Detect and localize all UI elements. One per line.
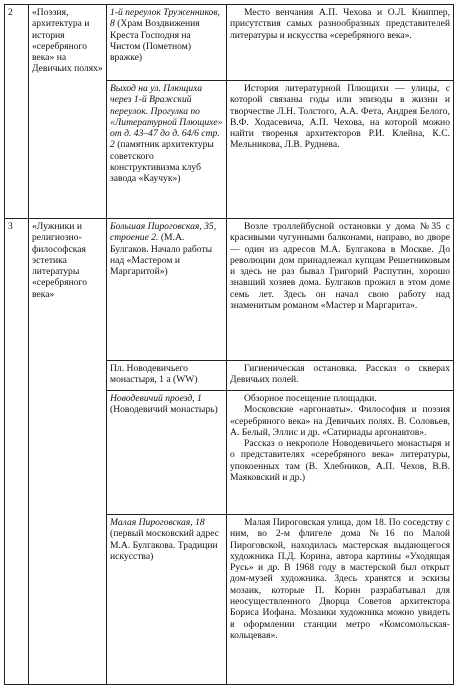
description-paragraph: Обзорное посещение площадки. xyxy=(244,393,377,404)
stop-location xyxy=(107,5,227,81)
description-paragraph: Московские «аргонавты». Философия и поэзия «серебряного века» на Девичьих полях. В. Соловьев, А. Белый, Эллис и др. «Сатириады аргонавтов». xyxy=(230,404,450,438)
route-theme: «Лужники и религиозно-философская эстетика литературы «серебряного века» xyxy=(29,219,107,685)
stop-note: (памятник архитектуры советского конструктивизма клуб завода «Каучук») xyxy=(110,139,214,185)
stop-note: (М.А. Булгаков. Начало работы над «Мастером и Маргаритой») xyxy=(110,232,213,278)
description-paragraph: Рассказ о некрополе Новодевичьего монастыря и о представителях «серебряного века» литературы, упокоенных там (В. Хлебников, А.П. Чехов, В.В. Маяковский и др.) xyxy=(230,438,450,484)
stop-address: Большая Пироговская, 35, строение 2. xyxy=(110,221,217,244)
stop-note: (Новодевичий монастырь) xyxy=(110,404,218,416)
stop-location xyxy=(107,391,227,515)
description-paragraph: Малая Пироговская улица, дом 18. По соседству с ним, во 2-м флигеле дома №16 по Малой Пироговской, находилась мастерская выдающегося художника П.Д. Корина, автора картины «Уходящая Русь» и др. В 1968 году в мастерской был открыт дом-музей художника. Здесь хранятся и эскизы мозаик, которые П. Корин разрабатывал для неосуществленного Дворца Советов архитектора Бориса Иофана. Мозаики художника можно увидеть в оформлении станции метро «Комсомольская-кольцевая». xyxy=(230,517,450,641)
stop-description xyxy=(227,515,454,685)
table-row xyxy=(5,5,454,81)
stop-location xyxy=(107,361,227,391)
stop-location xyxy=(107,81,227,219)
route-theme: «Поэзия, архитектура и история «серебряного века» на Девичьих полях» xyxy=(29,5,107,219)
table-row xyxy=(5,219,454,361)
description-paragraph: Гигиеническая остановка. Рассказ о скверах Девичьих полей. xyxy=(230,363,450,386)
stop-note: Пл. Новодевичьего монастыря, 1 а (WW) xyxy=(110,363,198,386)
description-paragraph: История литературной Плющихи — улицы, с которой связаны годы или эпизоды в жизни и творчестве Л.Н. Толстого, А.А. Фета, Андрея Белого, В.Ф. Ходасевича, А.П. Чехова, на которой можно найти творенья архитекторов Р.И. Клейна, К.С. Мельникова, Л.В. Руднева. xyxy=(230,83,450,151)
excursion-route-table xyxy=(4,4,454,685)
stop-address: 1-й переулок Труженников, 8 xyxy=(110,7,220,30)
stop-note: (первый московский адрес М.А. Булгакова. Традиции искусства) xyxy=(110,528,219,562)
stop-location xyxy=(107,515,227,685)
stop-address: Новодевичий проезд, 1 xyxy=(110,393,202,404)
row-number: 2 xyxy=(5,5,29,219)
stop-description xyxy=(227,219,454,361)
stop-note: (Храм Воздвижения Креста Господня на Чистом (Пометном) вражке) xyxy=(110,18,200,64)
row-number: 3 xyxy=(5,219,29,685)
stop-description xyxy=(227,5,454,81)
description-paragraph: Место венчания А.П. Чехова и О.Л. Книппер, присутствия самых разнообразных представителей литературы и искусства «серебряного века». xyxy=(230,7,450,41)
stop-address: Малая Пироговская, 18 xyxy=(110,517,205,528)
stop-address: Выход на ул. Плющиха через 1-й Вражский переулок. Прогулка по «Литературной Плющихе» от д. 43–47 до д. 64/6 стр. 2 xyxy=(110,83,223,151)
stop-description xyxy=(227,361,454,391)
stop-description xyxy=(227,391,454,515)
stop-description xyxy=(227,81,454,219)
stop-location xyxy=(107,219,227,361)
description-paragraph: Возле троллейбусной остановки у дома №35 с красивыми чугунными балконами, направо, во дворе — один из адресов М.А. Булгакова в Москве. До революции дом принадлежал купцам Решетниковым и здесь не раз бывал Григорий Распутин, хорошо знавший хозяев дома. Булгаков прожил в этом доме семь лет. Здесь он начал свою работу над знаменитым романом «Мастер и Маргарита». xyxy=(230,221,450,312)
